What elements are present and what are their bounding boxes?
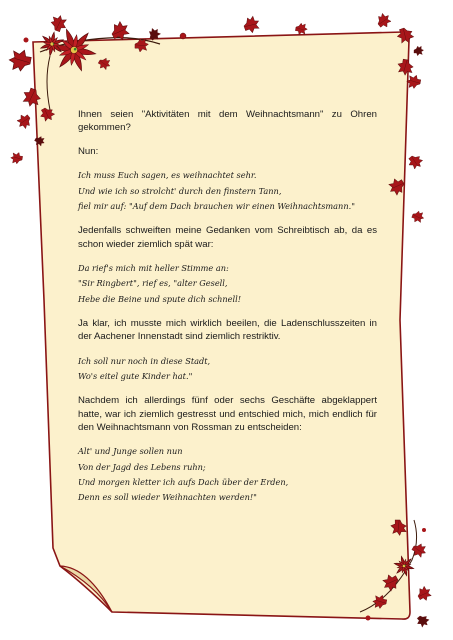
verse-line: Ich muss Euch sagen, es weihnachtet sehr. xyxy=(78,170,257,181)
verse-line: Und morgen kletter ich aufs Dach über der Erden, xyxy=(78,477,289,488)
berry-icon xyxy=(366,616,371,621)
verse-line: Alt' und Junge sollen nun xyxy=(78,446,183,457)
verse-line: "Sir Ringbert", rief es, "alter Gesell, xyxy=(78,278,228,289)
verse-line: Da rief's mich mit heller Stimme an: xyxy=(78,262,229,273)
paragraph-2: Jedenfalls schweiften meine Gedanken vom Schreibtisch ab, da es schon wieder ziemlich spät war: xyxy=(78,225,377,250)
leaf-icon xyxy=(416,585,433,603)
leaf-icon xyxy=(15,112,34,131)
letter-text xyxy=(78,108,377,516)
leaf-icon xyxy=(406,153,425,172)
leaf-icon xyxy=(415,613,431,629)
berry-icon xyxy=(24,38,29,43)
verse-line: Denn es soll wieder Weihnachten werden!" xyxy=(78,492,257,503)
leaf-icon xyxy=(410,209,426,225)
berry-icon xyxy=(180,33,186,39)
leaf-icon xyxy=(410,541,429,560)
verse-2 xyxy=(78,261,377,307)
nun-line: Nun: xyxy=(78,145,99,157)
verse-line: Ich soll nur noch in diese Stadt, xyxy=(78,355,211,366)
intro-paragraph: Ihnen seien "Aktivitäten mit dem Weihnachtsmann" zu Ohren gekommen? xyxy=(78,109,377,134)
verse-3 xyxy=(78,354,377,385)
paragraph-3: Ja klar, ich musste mich wirklich beeilen, die Ladenschlusszeiten in der Aachener Innenstadt sind ziemlich restriktiv. xyxy=(78,317,377,343)
leaf-icon xyxy=(7,47,34,75)
paragraph-4: Nachdem ich allerdings fünf oder sechs Geschäfte abgeklappert hatte, war ich ziemlich gestresst und entschied mich, mich endlich für den Weihnachtsmann von Rossman zu entscheiden: xyxy=(78,395,377,434)
verse-line: Von der Jagd des Lebens ruhn; xyxy=(78,461,206,472)
verse-line: fiel mir auf: "Auf dem Dach brauchen wir einen Weihnachtsmann." xyxy=(78,200,355,211)
verse-line: Wo's eitel gute Kinder hat." xyxy=(78,370,193,381)
verse-4 xyxy=(78,444,377,505)
leaf-icon xyxy=(375,11,394,30)
verse-line: Und wie ich so strolcht' durch den finstern Tann, xyxy=(78,185,282,196)
leaf-icon xyxy=(9,150,24,165)
berry-icon xyxy=(422,528,426,532)
leaf-icon xyxy=(413,45,424,56)
verse-line: Hebe die Beine und spute dich schnell! xyxy=(78,293,242,304)
verse-1 xyxy=(78,168,377,214)
leaf-icon xyxy=(243,15,261,33)
